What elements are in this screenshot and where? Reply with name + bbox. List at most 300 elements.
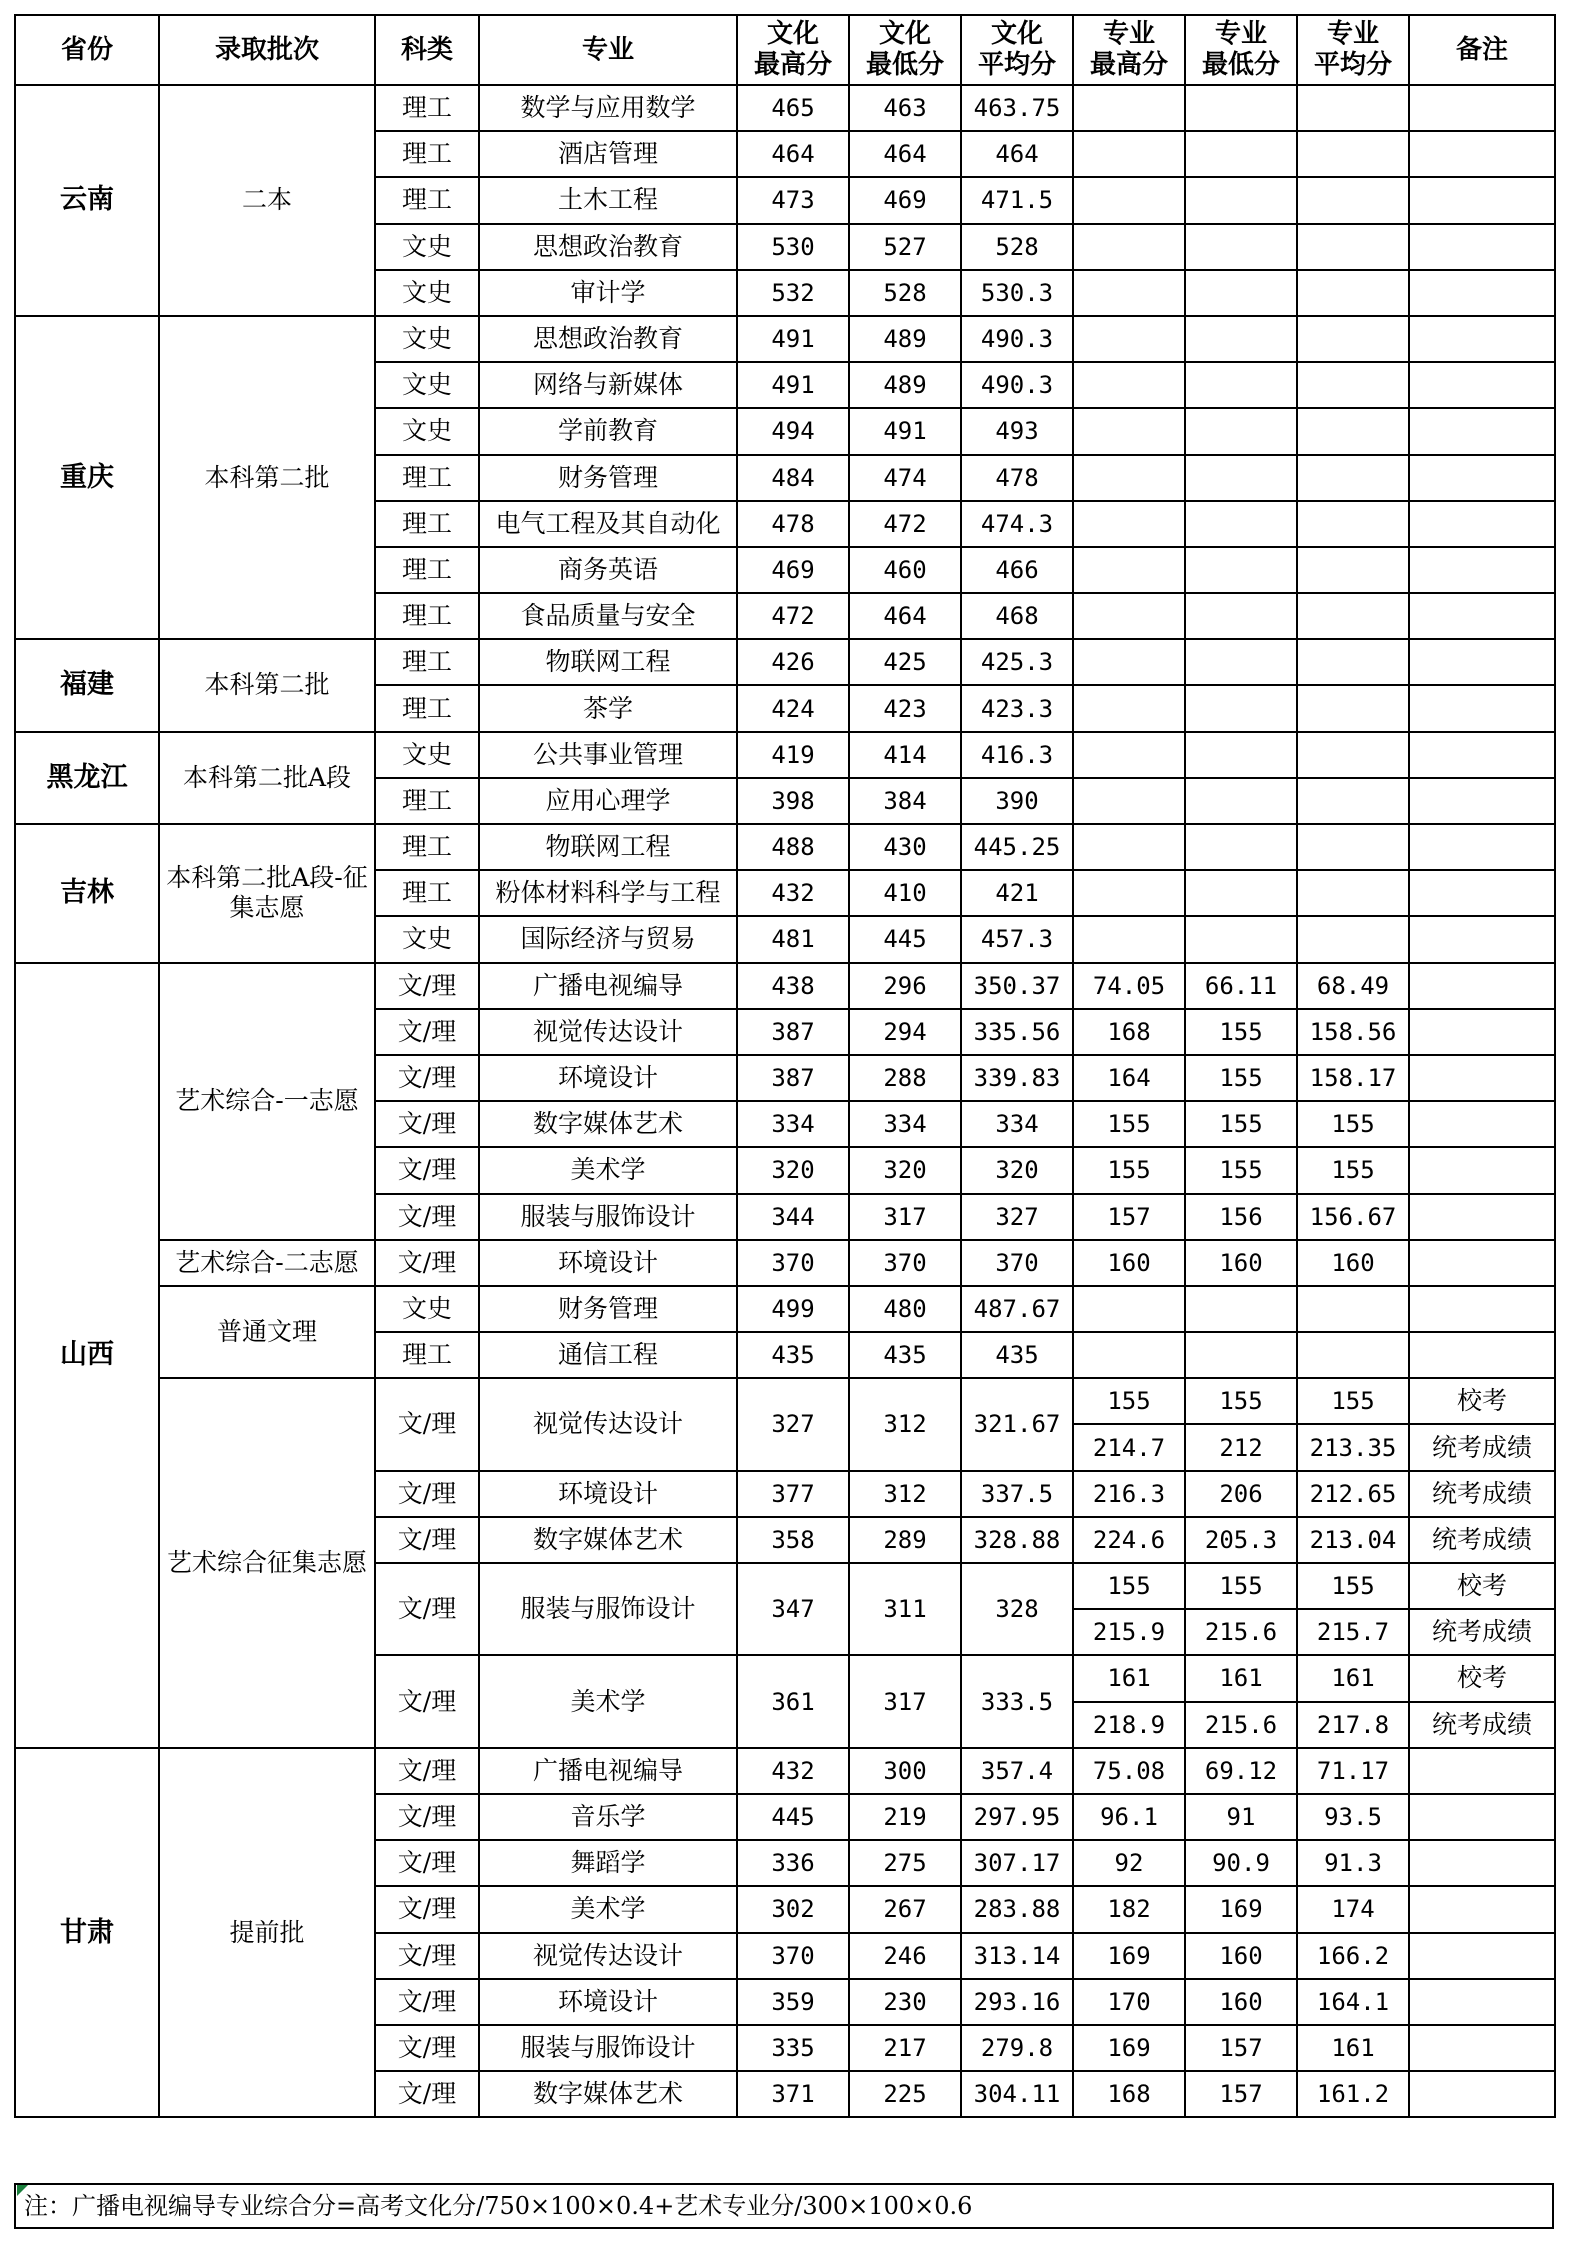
culture-min-cell: 296 (849, 963, 961, 1009)
major-avg-cell: 217.8 (1297, 1702, 1409, 1748)
major-cell: 数字媒体艺术 (479, 1517, 737, 1563)
major-cell: 美术学 (479, 1886, 737, 1932)
culture-max-cell: 334 (737, 1101, 849, 1147)
major-avg-cell: 160 (1297, 1240, 1409, 1286)
major-avg-cell (1297, 270, 1409, 316)
header-major-avg: 专业 平均分 (1297, 15, 1409, 85)
remark-cell: 统考成绩 (1409, 1609, 1555, 1655)
culture-avg-cell: 334 (961, 1101, 1073, 1147)
major-cell: 数学与应用数学 (479, 85, 737, 131)
major-min-cell: 160 (1185, 1979, 1297, 2025)
culture-max-cell: 370 (737, 1240, 849, 1286)
culture-avg-cell: 337.5 (961, 1471, 1073, 1517)
header-major-min: 专业 最低分 (1185, 15, 1297, 85)
major-min-cell: 155 (1185, 1009, 1297, 1055)
culture-min-cell: 317 (849, 1655, 961, 1747)
major-max-cell: 170 (1073, 1979, 1185, 2025)
culture-min-cell: 288 (849, 1055, 961, 1101)
major-max-cell (1073, 1332, 1185, 1378)
major-avg-cell: 161.2 (1297, 2071, 1409, 2117)
batch-cell: 本科第二批 (159, 639, 375, 731)
category-cell: 文/理 (375, 1055, 479, 1101)
major-avg-cell: 174 (1297, 1886, 1409, 1932)
major-avg-cell (1297, 501, 1409, 547)
category-cell: 文/理 (375, 963, 479, 1009)
major-min-cell (1185, 362, 1297, 408)
major-cell: 服装与服饰设计 (479, 1563, 737, 1655)
remark-cell (1409, 131, 1555, 177)
culture-min-cell: 312 (849, 1378, 961, 1470)
remark-cell (1409, 1240, 1555, 1286)
category-cell: 文史 (375, 270, 479, 316)
major-min-cell: 69.12 (1185, 1748, 1297, 1794)
category-cell: 理工 (375, 593, 479, 639)
remark-cell: 校考 (1409, 1378, 1555, 1424)
major-avg-cell (1297, 1286, 1409, 1332)
culture-max-cell: 481 (737, 916, 849, 962)
major-max-cell (1073, 824, 1185, 870)
header-culture-avg: 文化 平均分 (961, 15, 1073, 85)
culture-max-cell: 359 (737, 1979, 849, 2025)
major-avg-cell: 155 (1297, 1378, 1409, 1424)
footnote (14, 2183, 1554, 2229)
remark-cell (1409, 1055, 1555, 1101)
major-cell: 物联网工程 (479, 639, 737, 685)
category-cell: 文/理 (375, 1240, 479, 1286)
major-cell: 电气工程及其自动化 (479, 501, 737, 547)
remark-cell (1409, 362, 1555, 408)
major-min-cell (1185, 778, 1297, 824)
major-max-cell: 157 (1073, 1194, 1185, 1240)
batch-cell: 本科第二批A段 (159, 732, 375, 824)
culture-avg-cell: 528 (961, 224, 1073, 270)
batch-cell: 提前批 (159, 1748, 375, 2118)
major-avg-cell: 91.3 (1297, 1840, 1409, 1886)
major-avg-cell (1297, 824, 1409, 870)
culture-min-cell: 414 (849, 732, 961, 778)
major-min-cell: 155 (1185, 1101, 1297, 1147)
major-min-cell (1185, 870, 1297, 916)
major-cell: 思想政治教育 (479, 316, 737, 362)
category-cell: 理工 (375, 778, 479, 824)
remark-cell (1409, 2025, 1555, 2071)
remark-cell (1409, 593, 1555, 639)
major-min-cell: 157 (1185, 2071, 1297, 2117)
major-cell: 国际经济与贸易 (479, 916, 737, 962)
major-min-cell: 160 (1185, 1240, 1297, 1286)
major-avg-cell: 155 (1297, 1101, 1409, 1147)
table-body (15, 85, 1555, 2117)
remark-cell (1409, 501, 1555, 547)
culture-max-cell: 491 (737, 316, 849, 362)
batch-cell: 艺术综合征集志愿 (159, 1378, 375, 1748)
category-cell: 文/理 (375, 1009, 479, 1055)
major-min-cell: 206 (1185, 1471, 1297, 1517)
culture-min-cell: 435 (849, 1332, 961, 1378)
remark-cell: 统考成绩 (1409, 1517, 1555, 1563)
table-row (15, 824, 1555, 870)
province-cell: 黑龙江 (15, 732, 159, 824)
category-cell: 文/理 (375, 2025, 479, 2071)
category-cell: 理工 (375, 685, 479, 731)
category-cell: 文史 (375, 1286, 479, 1332)
major-min-cell (1185, 131, 1297, 177)
table-row (15, 1240, 1555, 1286)
category-cell: 理工 (375, 824, 479, 870)
culture-min-cell: 423 (849, 685, 961, 731)
major-max-cell (1073, 224, 1185, 270)
culture-min-cell: 225 (849, 2071, 961, 2117)
culture-max-cell: 530 (737, 224, 849, 270)
batch-cell: 本科第二批A段-征集志愿 (159, 824, 375, 963)
remark-cell: 统考成绩 (1409, 1471, 1555, 1517)
culture-max-cell: 377 (737, 1471, 849, 1517)
major-max-cell (1073, 177, 1185, 223)
major-max-cell: 218.9 (1073, 1702, 1185, 1748)
major-cell: 茶学 (479, 685, 737, 731)
remark-cell (1409, 455, 1555, 501)
remark-cell (1409, 408, 1555, 454)
major-cell: 广播电视编导 (479, 1748, 737, 1794)
major-cell: 美术学 (479, 1147, 737, 1193)
category-cell: 文/理 (375, 1517, 479, 1563)
major-cell: 商务英语 (479, 547, 737, 593)
category-cell: 文/理 (375, 1194, 479, 1240)
major-max-cell: 164 (1073, 1055, 1185, 1101)
culture-avg-cell: 478 (961, 455, 1073, 501)
culture-max-cell: 358 (737, 1517, 849, 1563)
culture-max-cell: 302 (737, 1886, 849, 1932)
major-max-cell (1073, 1286, 1185, 1332)
culture-min-cell: 410 (849, 870, 961, 916)
remark-cell (1409, 1009, 1555, 1055)
major-cell: 通信工程 (479, 1332, 737, 1378)
category-cell: 理工 (375, 501, 479, 547)
remark-cell (1409, 1194, 1555, 1240)
remark-cell (1409, 224, 1555, 270)
category-cell: 文/理 (375, 1886, 479, 1932)
major-cell: 广播电视编导 (479, 963, 737, 1009)
major-avg-cell (1297, 408, 1409, 454)
major-cell: 食品质量与安全 (479, 593, 737, 639)
batch-cell: 本科第二批 (159, 316, 375, 639)
category-cell: 理工 (375, 639, 479, 685)
category-cell: 理工 (375, 455, 479, 501)
major-cell: 学前教育 (479, 408, 737, 454)
major-min-cell: 91 (1185, 1794, 1297, 1840)
major-avg-cell (1297, 455, 1409, 501)
major-max-cell: 155 (1073, 1101, 1185, 1147)
culture-min-cell: 489 (849, 362, 961, 408)
remark-cell (1409, 963, 1555, 1009)
culture-avg-cell: 466 (961, 547, 1073, 593)
category-cell: 文/理 (375, 1471, 479, 1517)
remark-cell (1409, 778, 1555, 824)
culture-min-cell: 219 (849, 1794, 961, 1840)
category-cell: 文/理 (375, 1933, 479, 1979)
major-max-cell: 96.1 (1073, 1794, 1185, 1840)
culture-min-cell: 311 (849, 1563, 961, 1655)
culture-avg-cell: 474.3 (961, 501, 1073, 547)
major-min-cell: 155 (1185, 1147, 1297, 1193)
major-cell: 环境设计 (479, 1979, 737, 2025)
category-cell: 文/理 (375, 1147, 479, 1193)
table-row (15, 316, 1555, 362)
culture-max-cell: 432 (737, 1748, 849, 1794)
major-max-cell (1073, 408, 1185, 454)
major-avg-cell (1297, 593, 1409, 639)
remark-cell: 统考成绩 (1409, 1702, 1555, 1748)
major-min-cell (1185, 593, 1297, 639)
major-max-cell: 182 (1073, 1886, 1185, 1932)
culture-min-cell: 460 (849, 547, 961, 593)
major-avg-cell (1297, 131, 1409, 177)
culture-min-cell: 300 (849, 1748, 961, 1794)
remark-cell (1409, 1332, 1555, 1378)
major-min-cell: 169 (1185, 1886, 1297, 1932)
major-cell: 公共事业管理 (479, 732, 737, 778)
major-max-cell: 169 (1073, 1933, 1185, 1979)
culture-max-cell: 424 (737, 685, 849, 731)
culture-avg-cell: 490.3 (961, 316, 1073, 362)
major-avg-cell: 68.49 (1297, 963, 1409, 1009)
major-min-cell (1185, 639, 1297, 685)
culture-avg-cell: 416.3 (961, 732, 1073, 778)
culture-max-cell: 335 (737, 2025, 849, 2071)
culture-avg-cell: 339.83 (961, 1055, 1073, 1101)
culture-avg-cell: 279.8 (961, 2025, 1073, 2071)
remark-cell (1409, 1886, 1555, 1932)
culture-avg-cell: 293.16 (961, 1979, 1073, 2025)
culture-min-cell: 528 (849, 270, 961, 316)
major-avg-cell (1297, 316, 1409, 362)
culture-min-cell: 474 (849, 455, 961, 501)
major-max-cell (1073, 547, 1185, 593)
culture-min-cell: 312 (849, 1471, 961, 1517)
category-cell: 文/理 (375, 1101, 479, 1147)
major-max-cell (1073, 593, 1185, 639)
remark-cell (1409, 270, 1555, 316)
culture-min-cell: 230 (849, 1979, 961, 2025)
major-avg-cell: 155 (1297, 1147, 1409, 1193)
header-province: 省份 (15, 15, 159, 85)
major-avg-cell: 156.67 (1297, 1194, 1409, 1240)
culture-min-cell: 294 (849, 1009, 961, 1055)
major-cell: 粉体材料科学与工程 (479, 870, 737, 916)
header-culture-max: 文化 最高分 (737, 15, 849, 85)
category-cell: 理工 (375, 177, 479, 223)
category-cell: 文史 (375, 224, 479, 270)
major-avg-cell: 158.17 (1297, 1055, 1409, 1101)
culture-avg-cell: 530.3 (961, 270, 1073, 316)
culture-min-cell: 317 (849, 1194, 961, 1240)
major-max-cell (1073, 362, 1185, 408)
major-min-cell: 155 (1185, 1563, 1297, 1609)
major-min-cell (1185, 685, 1297, 731)
culture-min-cell: 217 (849, 2025, 961, 2071)
major-avg-cell: 155 (1297, 1563, 1409, 1609)
major-cell: 应用心理学 (479, 778, 737, 824)
culture-min-cell: 464 (849, 593, 961, 639)
major-cell: 财务管理 (479, 1286, 737, 1332)
remark-cell (1409, 2071, 1555, 2117)
category-cell: 文/理 (375, 1794, 479, 1840)
major-avg-cell: 164.1 (1297, 1979, 1409, 2025)
culture-max-cell: 478 (737, 501, 849, 547)
province-cell: 甘肃 (15, 1748, 159, 2118)
major-avg-cell (1297, 685, 1409, 731)
major-max-cell: 168 (1073, 2071, 1185, 2117)
table-row (15, 1748, 1555, 1794)
culture-max-cell: 327 (737, 1378, 849, 1470)
culture-max-cell: 344 (737, 1194, 849, 1240)
major-min-cell (1185, 732, 1297, 778)
culture-avg-cell: 463.75 (961, 85, 1073, 131)
remark-cell (1409, 1933, 1555, 1979)
major-max-cell (1073, 455, 1185, 501)
table-row (15, 85, 1555, 131)
major-max-cell (1073, 732, 1185, 778)
major-avg-cell: 161 (1297, 2025, 1409, 2071)
culture-avg-cell: 313.14 (961, 1933, 1073, 1979)
culture-min-cell: 469 (849, 177, 961, 223)
category-cell: 文史 (375, 316, 479, 362)
major-max-cell: 168 (1073, 1009, 1185, 1055)
major-cell: 视觉传达设计 (479, 1378, 737, 1470)
major-min-cell: 161 (1185, 1655, 1297, 1701)
major-max-cell (1073, 85, 1185, 131)
major-avg-cell (1297, 362, 1409, 408)
table-row (15, 1286, 1555, 1332)
major-max-cell (1073, 685, 1185, 731)
major-avg-cell: 93.5 (1297, 1794, 1409, 1840)
culture-avg-cell: 304.11 (961, 2071, 1073, 2117)
culture-min-cell: 464 (849, 131, 961, 177)
major-max-cell: 155 (1073, 1147, 1185, 1193)
province-cell: 福建 (15, 639, 159, 731)
culture-min-cell: 491 (849, 408, 961, 454)
major-min-cell: 90.9 (1185, 1840, 1297, 1886)
major-cell: 音乐学 (479, 1794, 737, 1840)
culture-min-cell: 334 (849, 1101, 961, 1147)
culture-avg-cell: 423.3 (961, 685, 1073, 731)
major-max-cell (1073, 131, 1185, 177)
culture-max-cell: 426 (737, 639, 849, 685)
remark-cell (1409, 85, 1555, 131)
major-cell: 环境设计 (479, 1240, 737, 1286)
major-max-cell: 160 (1073, 1240, 1185, 1286)
category-cell: 文史 (375, 408, 479, 454)
remark-cell (1409, 824, 1555, 870)
culture-avg-cell: 335.56 (961, 1009, 1073, 1055)
culture-avg-cell: 307.17 (961, 1840, 1073, 1886)
major-cell: 数字媒体艺术 (479, 2071, 737, 2117)
major-avg-cell: 215.7 (1297, 1609, 1409, 1655)
remark-cell (1409, 547, 1555, 593)
culture-max-cell: 473 (737, 177, 849, 223)
category-cell: 文/理 (375, 1840, 479, 1886)
culture-avg-cell: 490.3 (961, 362, 1073, 408)
culture-min-cell: 267 (849, 1886, 961, 1932)
province-cell: 吉林 (15, 824, 159, 963)
header-major: 专业 (479, 15, 737, 85)
major-min-cell (1185, 316, 1297, 362)
major-min-cell: 155 (1185, 1055, 1297, 1101)
culture-max-cell: 532 (737, 270, 849, 316)
major-cell: 美术学 (479, 1655, 737, 1747)
major-min-cell (1185, 224, 1297, 270)
major-max-cell: 75.08 (1073, 1748, 1185, 1794)
category-cell: 文/理 (375, 1563, 479, 1655)
culture-max-cell: 387 (737, 1009, 849, 1055)
culture-min-cell: 275 (849, 1840, 961, 1886)
table-row (15, 732, 1555, 778)
major-cell: 网络与新媒体 (479, 362, 737, 408)
culture-avg-cell: 487.67 (961, 1286, 1073, 1332)
culture-min-cell: 384 (849, 778, 961, 824)
province-cell: 山西 (15, 963, 159, 1748)
major-avg-cell (1297, 224, 1409, 270)
culture-min-cell: 472 (849, 501, 961, 547)
remark-cell (1409, 639, 1555, 685)
culture-max-cell: 472 (737, 593, 849, 639)
remark-cell (1409, 1748, 1555, 1794)
culture-min-cell: 289 (849, 1517, 961, 1563)
culture-max-cell: 494 (737, 408, 849, 454)
major-cell: 酒店管理 (479, 131, 737, 177)
category-cell: 理工 (375, 85, 479, 131)
major-min-cell: 155 (1185, 1378, 1297, 1424)
culture-max-cell: 371 (737, 2071, 849, 2117)
major-avg-cell: 166.2 (1297, 1933, 1409, 1979)
table-row (15, 1378, 1555, 1424)
culture-max-cell: 370 (737, 1933, 849, 1979)
major-cell: 服装与服饰设计 (479, 1194, 737, 1240)
culture-avg-cell: 320 (961, 1147, 1073, 1193)
major-avg-cell: 212.65 (1297, 1471, 1409, 1517)
major-cell: 视觉传达设计 (479, 1933, 737, 1979)
major-cell: 视觉传达设计 (479, 1009, 737, 1055)
culture-avg-cell: 445.25 (961, 824, 1073, 870)
major-min-cell (1185, 85, 1297, 131)
batch-cell: 二本 (159, 85, 375, 316)
major-cell: 环境设计 (479, 1055, 737, 1101)
header-batch: 录取批次 (159, 15, 375, 85)
culture-max-cell: 398 (737, 778, 849, 824)
culture-max-cell: 464 (737, 131, 849, 177)
culture-max-cell: 465 (737, 85, 849, 131)
major-avg-cell: 213.04 (1297, 1517, 1409, 1563)
culture-avg-cell: 333.5 (961, 1655, 1073, 1747)
remark-cell (1409, 1286, 1555, 1332)
culture-avg-cell: 350.37 (961, 963, 1073, 1009)
province-cell: 重庆 (15, 316, 159, 639)
culture-avg-cell: 297.95 (961, 1794, 1073, 1840)
major-min-cell (1185, 1332, 1297, 1378)
category-cell: 理工 (375, 131, 479, 177)
major-avg-cell (1297, 639, 1409, 685)
major-max-cell: 92 (1073, 1840, 1185, 1886)
major-max-cell: 155 (1073, 1563, 1185, 1609)
culture-max-cell: 336 (737, 1840, 849, 1886)
major-max-cell (1073, 778, 1185, 824)
culture-min-cell: 480 (849, 1286, 961, 1332)
remark-cell (1409, 1979, 1555, 2025)
major-min-cell: 156 (1185, 1194, 1297, 1240)
culture-min-cell: 445 (849, 916, 961, 962)
category-cell: 文史 (375, 732, 479, 778)
major-min-cell: 205.3 (1185, 1517, 1297, 1563)
